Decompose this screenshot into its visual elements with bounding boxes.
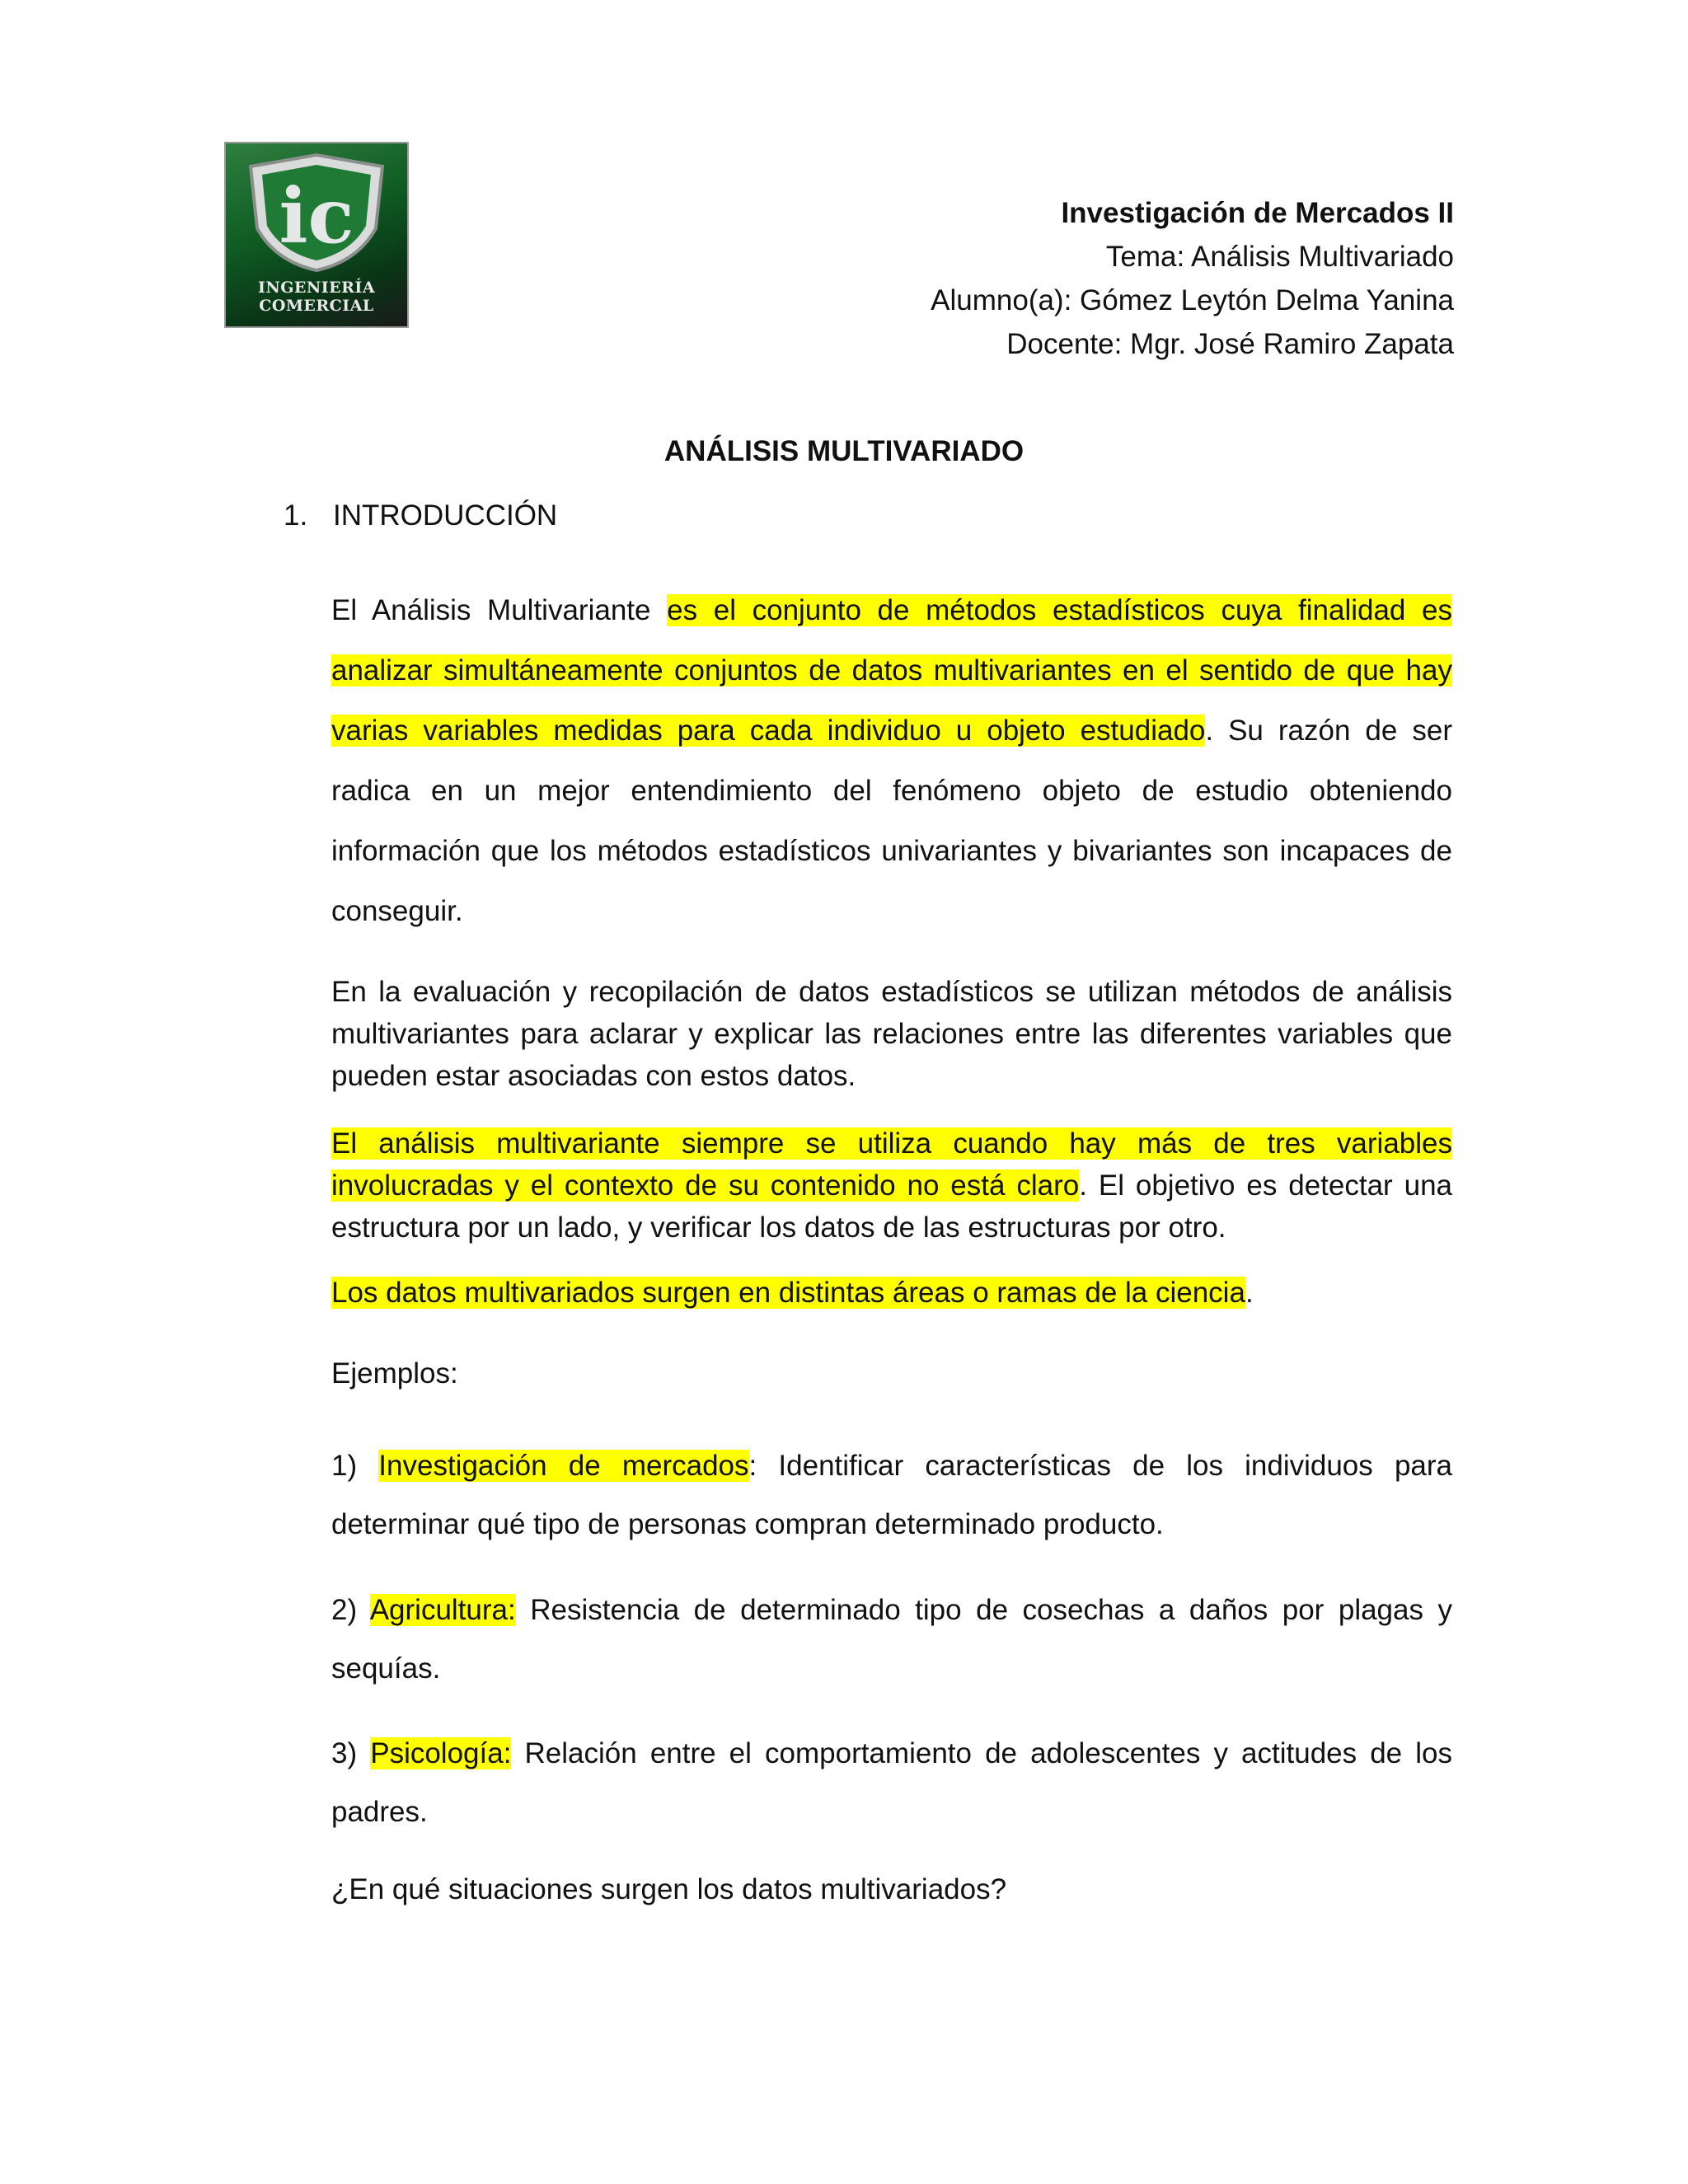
example-number: 2) [331,1594,370,1626]
teacher-line: Docente: Mgr. José Ramiro Zapata [1006,328,1454,360]
example-text: Relación entre el comportamiento de adolescentes y actitudes de los padres. [331,1737,1452,1828]
example-item [331,1436,1452,1554]
example-text: Resistencia de determinado tipo de cosechas a daños por plagas y sequías. [331,1594,1452,1685]
section-label: INTRODUCCIÓN [333,499,558,532]
paragraph-definition [331,580,1452,941]
highlighted-text: Agricultura: [369,1594,516,1626]
ingenieria-comercial-logo [224,142,409,328]
logo-line-2: COMERCIAL [259,297,374,315]
highlighted-text: es el conjunto de métodos estadísticos cuya finalidad es analizar simultáneamente conjuntos de datos multivariantes en el sentido de que hay varias variables medidas para cada individuo u objeto estudiado [331,594,1452,747]
highlighted-text: Psicología: [370,1737,512,1769]
example-number: 1) [331,1450,379,1482]
paragraph-text: . [1245,1277,1254,1309]
highlighted-text: Los datos multivariados surgen en distintas áreas o ramas de la ciencia [331,1277,1245,1309]
paragraph-usage [331,1122,1452,1249]
example-item [331,1581,1452,1698]
paragraph-text: El Análisis Multivariante [331,594,668,626]
logo-line-1: INGENIERÍA [257,279,376,297]
course-name: Investigación de Mercados II [1061,197,1454,229]
logo-caption [226,279,407,315]
paragraph-evaluation: En la evaluación y recopilación de datos estadísticos se utilizan métodos de análisis multivariantes para aclarar y explicar las relaciones entre las diferentes variables que pueden estar asociadas con estos datos. [331,976,1452,1092]
student-line: Alumno(a): Gómez Leytón Delma Yanina [931,284,1454,316]
paragraph-areas [331,1271,1452,1315]
document-title: ANÁLISIS MULTIVARIADO [663,435,1025,467]
example-item [331,1724,1452,1841]
document-header [931,191,1454,366]
topic-line: Tema: Análisis Multivariado [1105,241,1454,273]
examples-label: Ejemplos: [331,1357,458,1390]
example-text: : Identificar características de los individuos para determinar qué tipo de personas compran determinado producto. [331,1450,1452,1540]
shield-icon [234,150,399,274]
highlighted-text: Investigación de mercados [378,1450,749,1482]
question-line: ¿En qué situaciones surgen los datos multivariados? [331,1873,1007,1905]
section-heading [284,499,557,532]
section-number: 1. [284,499,308,532]
example-number: 3) [331,1737,371,1769]
paragraph-text: . El objetivo es detectar una estructura por un lado, y verificar los datos de las estructuras por otro. [331,1169,1453,1244]
logo-letters: ic [279,171,354,260]
highlighted-text: El análisis multivariante siempre se utiliza cuando hay más de tres variables involucradas y el contexto de su contenido no está claro [331,1127,1452,1202]
paragraph-text: . Su razón de ser radica en un mejor entendimiento del fenómeno objeto de estudio obteniendo información que los métodos estadísticos univariantes y bivariantes son incapaces de conseguir. [331,715,1452,927]
